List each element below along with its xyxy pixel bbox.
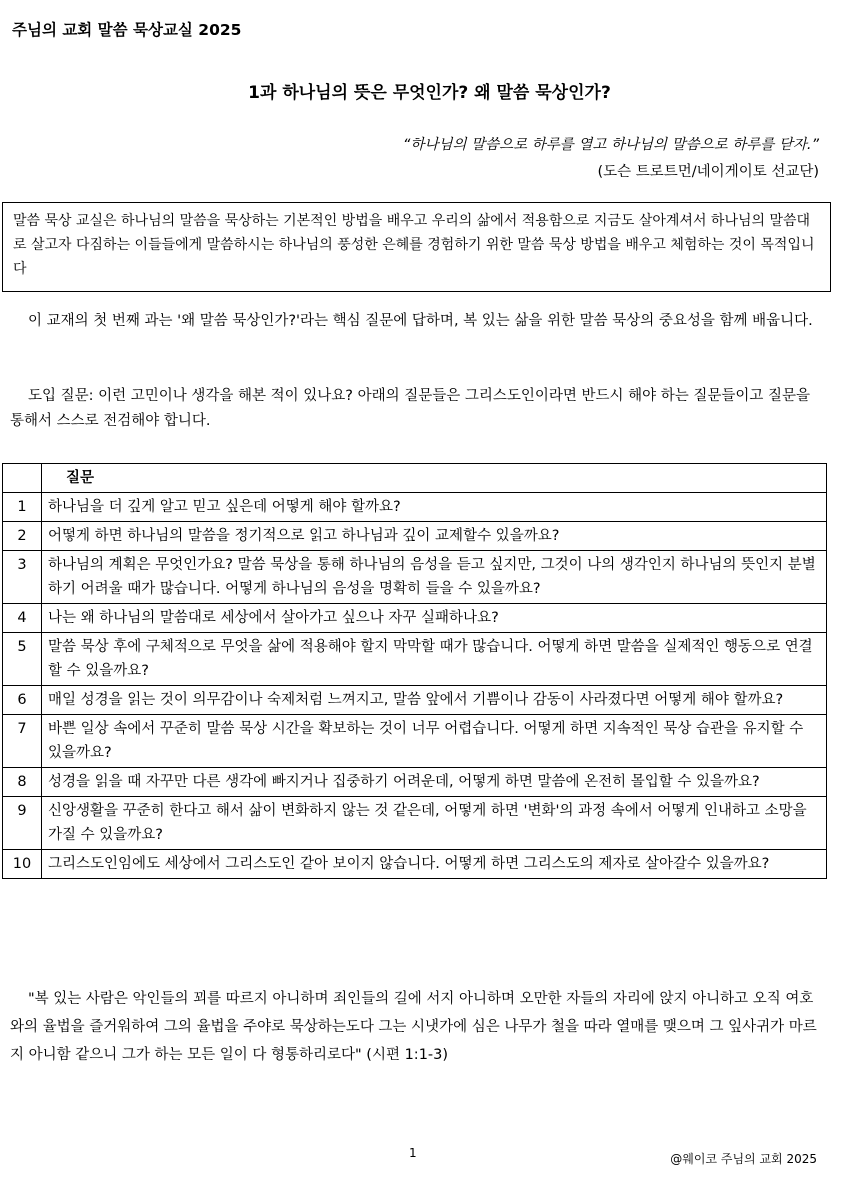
document-header: 주님의 교회 말씀 묵상교실 2025 [12,21,242,39]
lesson-title: 1과 하나님의 뜻은 무엇인가? 왜 말씀 묵상인가? [248,83,611,103]
question-number: 9 [3,797,42,850]
question-text: 성경을 읽을 때 자꾸만 다른 생각에 빠지거나 집중하기 어려운데, 어떻게 하면 말씀에 온전히 몰입할 수 있을까요? [42,768,827,797]
questions-table-body [3,493,827,879]
table-row [3,522,827,551]
intro-paragraph: 이 교재의 첫 번째 과는 '왜 말씀 묵상인가?'라는 핵심 질문에 답하며, 복 있는 삶을 위한 말씀 묵상의 중요성을 함께 배웁니다. [28,313,813,329]
table-row [3,551,827,604]
table-header-label: 질문 [42,464,827,493]
question-text: 하나님을 더 깊게 알고 믿고 싶은데 어떻게 해야 할까요? [42,493,827,522]
question-number: 8 [3,768,42,797]
table-row [3,768,827,797]
question-text: 하나님의 계획은 무엇인가요? 말씀 묵상을 통해 하나님의 음성을 듣고 싶지만, 그것이 나의 생각인지 하나님의 뜻인지 분별하기 어려울 때가 많습니다. 어떻게 하나님의 음성을 명확히 들을 수 있을까요? [42,551,827,604]
question-number: 10 [3,850,42,879]
epigraph-source: (도슨 트로트먼/네이게이토 선교단) [597,164,819,180]
table-row [3,850,827,879]
table-row [3,493,827,522]
question-text: 나는 왜 하나님의 말씀대로 세상에서 살아가고 싶으나 자꾸 실패하나요? [42,604,827,633]
question-number: 1 [3,493,42,522]
questions-table [2,463,827,879]
purpose-box: 말씀 묵상 교실은 하나님의 말씀을 묵상하는 기본적인 방법을 배우고 우리의 삶에서 적용함으로 지금도 살아계셔서 하나님의 말씀대로 살고자 다짐하는 이들들에게 말씀하시는 하나님의 풍성한 은혜를 경험하기 위한 말씀 묵상 방법을 배우고 체험하는 것이 목적입니다 [2,202,831,292]
question-number: 4 [3,604,42,633]
question-intro-paragraph: 도입 질문: 이런 고민이나 생각을 해본 적이 있나요? 아래의 질문들은 그리스도인이라면 반드시 해야 하는 질문들이고 질문을 통해서 스스로 전검해야 합니다. [10,388,811,429]
table-header-num [3,464,42,493]
question-number: 5 [3,633,42,686]
footer-credit: @웨이코 주님의 교회 2025 [670,1152,817,1166]
table-row [3,604,827,633]
table-header-row [3,464,827,493]
closing-verse: "복 있는 사람은 악인들의 꾀를 따르지 아니하며 죄인들의 길에 서지 아니하며 오만한 자들의 자리에 앉지 아니하고 오직 여호와의 율법을 즐거워하여 그의 율법을 주야로 묵상하는도다 그는 시냇가에 심은 나무가 철을 따라 열매를 맺으며 그 잎사귀가 마르지 아니함 같으니 그가 하는 모든 일이 다 형통하리로다" (시편 1:1-3) [10,991,817,1063]
question-text: 바쁜 일상 속에서 꾸준히 말씀 묵상 시간을 확보하는 것이 너무 어렵습니다. 어떻게 하면 지속적인 묵상 습관을 유지할 수 있을까요? [42,715,827,768]
epigraph-quote: “하나님의 말씀으로 하루를 열고 하나님의 말씀으로 하루를 닫자.” [402,137,819,153]
question-number: 6 [3,686,42,715]
page-number: 1 [409,1146,417,1160]
question-text: 신앙생활을 꾸준히 한다고 해서 삶이 변화하지 않는 것 같은데, 어떻게 하면 '변화'의 과정 속에서 어떻게 인내하고 소망을 가질 수 있을까요? [42,797,827,850]
question-number: 7 [3,715,42,768]
question-number: 2 [3,522,42,551]
table-row [3,715,827,768]
table-row [3,686,827,715]
question-text: 매일 성경을 읽는 것이 의무감이나 숙제처럼 느껴지고, 말씀 앞에서 기쁨이나 감동이 사라졌다면 어떻게 해야 할까요? [42,686,827,715]
question-number: 3 [3,551,42,604]
question-text: 말씀 묵상 후에 구체적으로 무엇을 삶에 적용해야 할지 막막할 때가 많습니다. 어떻게 하면 말씀을 실제적인 행동으로 연결할 수 있을까요? [42,633,827,686]
table-row [3,633,827,686]
table-row [3,797,827,850]
question-text: 어떻게 하면 하나님의 말씀을 정기적으로 읽고 하나님과 깊이 교제할수 있을까요? [42,522,827,551]
question-text: 그리스도인임에도 세상에서 그리스도인 같아 보이지 않습니다. 어떻게 하면 그리스도의 제자로 살아갈수 있을까요? [42,850,827,879]
